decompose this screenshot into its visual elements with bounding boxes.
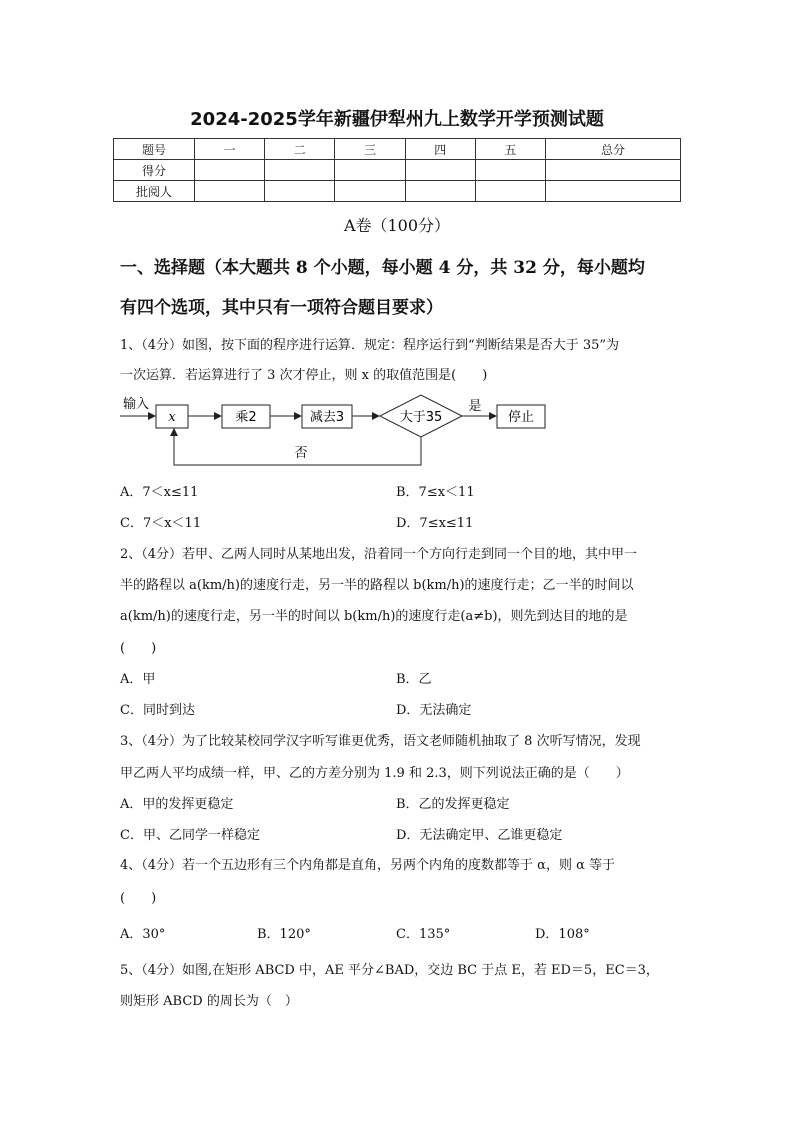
table-cell bbox=[475, 181, 545, 202]
question-2-line: ( ) bbox=[120, 641, 157, 656]
table-cell bbox=[405, 160, 475, 181]
section-heading-cont: 有四个选项，其中只有一项符合题目要求） bbox=[120, 298, 443, 318]
flow-stop-label: 停止 bbox=[507, 410, 535, 425]
question-1-line: 1、（4分）如图，按下面的程序进行运算．规定：程序运行到“判断结果是否大于 35”为 bbox=[120, 338, 620, 353]
volume-heading: A卷（100分） bbox=[343, 216, 451, 235]
option-d: D．无法确定 bbox=[396, 703, 472, 718]
option-b: B．120° bbox=[257, 927, 311, 942]
question-2-line: 2、（4分）若甲、乙两人同时从某地出发，沿着同一个方向行走到同一个目的地，其中甲一 bbox=[120, 547, 638, 562]
question-4-line: 4、（4分）若一个五边形有三个内角都是直角，另两个内角的度数都等于 α，则 α 等于 bbox=[120, 858, 615, 873]
option-d: D．7≤x≤11 bbox=[396, 516, 474, 531]
table-row bbox=[114, 139, 681, 160]
option-c: C．135° bbox=[396, 927, 451, 942]
table-cell: 批阅人 bbox=[114, 181, 195, 202]
option-c: C．甲、乙同学一样稳定 bbox=[120, 828, 260, 843]
option-b: B．7≤x＜11 bbox=[396, 485, 475, 500]
flow-decision-label: 大于35 bbox=[399, 410, 443, 425]
section-heading: 一、选择题（本大题共 8 个小题，每小题 4 分，共 32 分，每小题均 bbox=[120, 258, 645, 278]
table-cell bbox=[546, 160, 681, 181]
option-c: C．7＜x＜11 bbox=[120, 516, 202, 531]
question-4-line: ( ) bbox=[120, 891, 157, 906]
flow-no-label: 否 bbox=[294, 446, 308, 461]
question-3-line: 3、（4分）为了比较某校同学汉字听写谁更优秀，语文老师随机抽取了 8 次听写情况，发现 bbox=[120, 734, 641, 749]
table-cell: 三 bbox=[335, 139, 405, 160]
table-cell bbox=[335, 160, 405, 181]
table-cell: 二 bbox=[265, 139, 335, 160]
score-table bbox=[113, 138, 681, 202]
page-title: 2024-2025学年新疆伊犁州九上数学开学预测试题 bbox=[190, 109, 604, 130]
option-a: A．30° bbox=[120, 927, 166, 942]
table-cell bbox=[265, 160, 335, 181]
question-5-line: 则矩形 ABCD 的周长为（ ） bbox=[120, 994, 298, 1009]
option-a: A．甲的发挥更稳定 bbox=[120, 797, 234, 812]
table-cell bbox=[265, 181, 335, 202]
table-row bbox=[114, 181, 681, 202]
question-5-line: 5、（4分）如图,在矩形 ABCD 中，AE 平分∠BAD，交边 BC 于点 E，若 ED＝5，EC＝3， bbox=[120, 963, 659, 978]
table-cell bbox=[546, 181, 681, 202]
question-2-line: a(km/h)的速度行走，另一半的时间以 b(km/h)的速度行走(a≠b)，则先到达目的地的是 bbox=[120, 609, 628, 624]
question-1-line: 一次运算．若运算进行了 3 次才停止，则 x 的取值范围是( ) bbox=[120, 368, 488, 383]
option-a: A．7＜x≤11 bbox=[120, 485, 199, 500]
table-cell: 五 bbox=[475, 139, 545, 160]
table-cell: 题号 bbox=[114, 139, 195, 160]
flow-x-label: x bbox=[168, 410, 176, 425]
table-cell: 四 bbox=[405, 139, 475, 160]
option-b: B．乙 bbox=[396, 672, 432, 687]
table-cell: 一 bbox=[195, 139, 265, 160]
table-cell: 总分 bbox=[546, 139, 681, 160]
flowchart-diagram bbox=[115, 393, 555, 468]
flow-input-label: 输入 bbox=[123, 397, 150, 412]
option-c: C．同时到达 bbox=[120, 703, 195, 718]
option-d: D．108° bbox=[535, 927, 590, 942]
option-a: A．甲 bbox=[120, 672, 156, 687]
flow-multiply-label: 乘2 bbox=[235, 410, 257, 425]
question-3-line: 甲乙两人平均成绩一样，甲、乙的方差分别为 1.9 和 2.3，则下列说法正确的是（ ） bbox=[120, 766, 629, 781]
table-cell bbox=[195, 181, 265, 202]
flow-subtract-label: 减去3 bbox=[309, 410, 345, 425]
question-2-line: 半的路程以 a(km/h)的速度行走，另一半的路程以 b(km/h)的速度行走；乙一半的时间以 bbox=[120, 578, 634, 593]
table-cell: 得分 bbox=[114, 160, 195, 181]
table-row bbox=[114, 160, 681, 181]
table-cell bbox=[405, 181, 475, 202]
table-cell bbox=[475, 160, 545, 181]
flow-yes-label: 是 bbox=[468, 399, 482, 414]
table-cell bbox=[335, 181, 405, 202]
option-d: D．无法确定甲、乙谁更稳定 bbox=[396, 828, 563, 843]
table-cell bbox=[195, 160, 265, 181]
option-b: B．乙的发挥更稳定 bbox=[396, 797, 510, 812]
